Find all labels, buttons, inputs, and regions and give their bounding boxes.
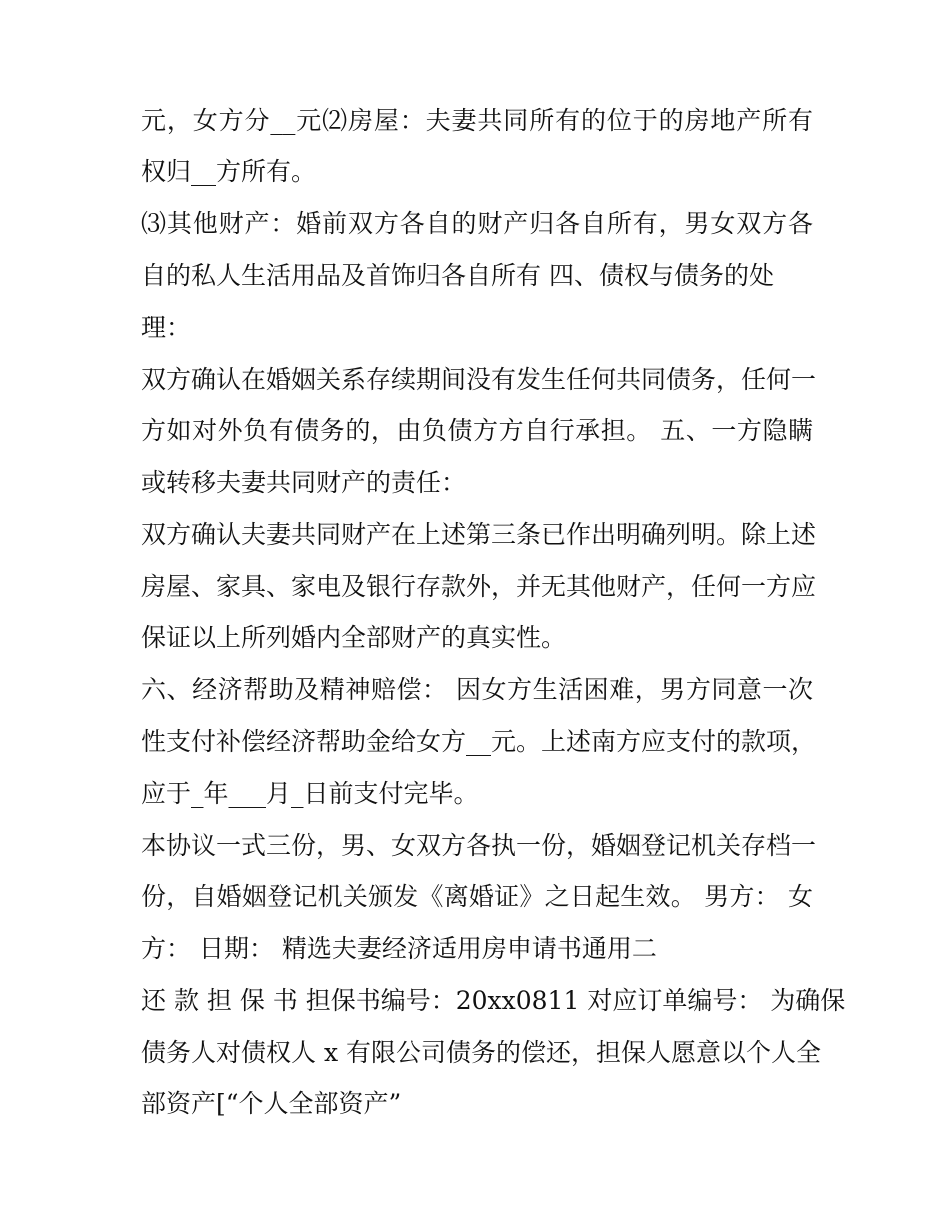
text-line: 方： 日期： 精选夫妻经济适用房申请书通用二 [141, 934, 657, 963]
text-line: 房屋、家具、家电及银行存款外，并无其他财产，任何一方应 [141, 572, 817, 601]
text-line: 或转移夫妻共同财产的责任： [141, 468, 467, 497]
text-line: 保证以上所列婚内全部财产的真实性。 [141, 623, 567, 652]
text-line: 应于_年___月_日前支付完毕。 [141, 779, 479, 808]
text-line: 方如对外负有债务的，由负债方方自行承担。 五、一方隐瞒 [141, 416, 813, 445]
text-line: 自的私人生活用品及首饰归各自所有 四、债权与债务的处 [141, 261, 774, 290]
text-line: 部资产[“个人全部资产” [141, 1089, 402, 1118]
text-line: 六、经济帮助及精神赔偿： 因女方生活困难，男方同意一次 [141, 675, 813, 704]
text-line: 性支付补偿经济帮助金给女方__元。上述南方应支付的款项， [141, 727, 817, 756]
text-line: 还 款 担 保 书 担保书编号：20xx0811 对应订单编号： 为确保 [141, 986, 846, 1015]
text-line: 双方确认在婚姻关系存续期间没有发生任何共同债务，任何一 [141, 365, 817, 394]
text-line: ⑶其他财产：婚前双方各自的财产归各自所有，男女双方各 [141, 209, 813, 238]
text-line: 本协议一式三份，男、女双方各执一份，婚姻登记机关存档一 [141, 831, 817, 860]
text-line: 份，自婚姻登记机关颁发《离婚证》之日起生效。 男方： 女 [141, 882, 813, 911]
text-line: 理： [141, 313, 192, 342]
text-line: 债务人对债权人 x 有限公司债务的偿还，担保人愿意以个人全 [141, 1038, 821, 1067]
text-line: 双方确认夫妻共同财产在上述第三条已作出明确列明。除上述 [141, 520, 817, 549]
text-line: 权归__方所有。 [141, 157, 317, 186]
text-line: 元，女方分__元⑵房屋：夫妻共同所有的位于的房地产所有 [141, 106, 813, 135]
